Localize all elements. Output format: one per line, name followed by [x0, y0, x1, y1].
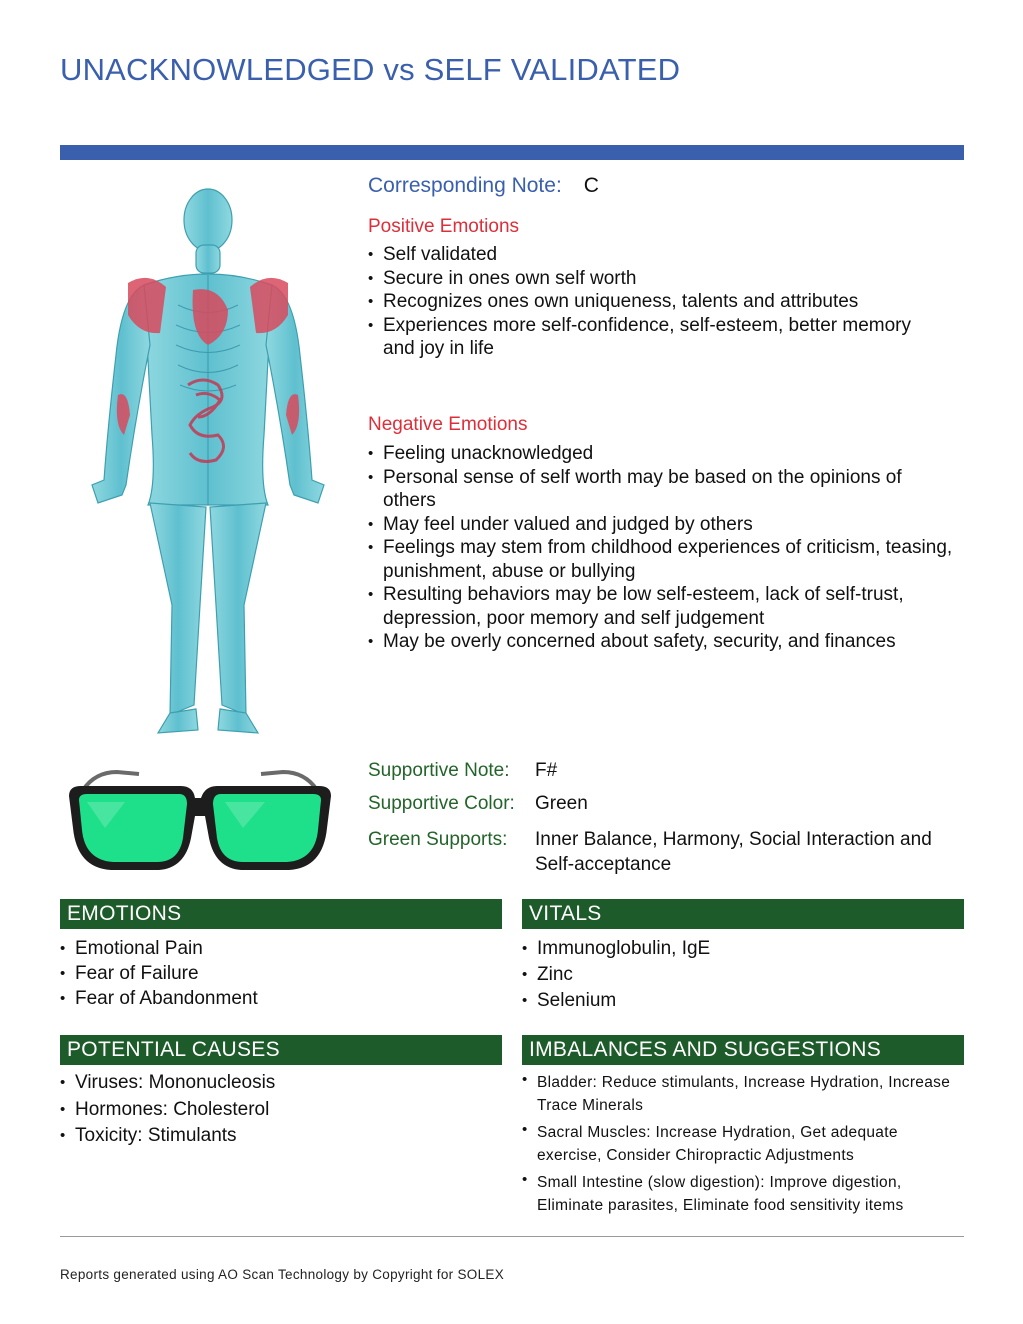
- supportive-color-row: [368, 793, 588, 815]
- supportive-note-row: [368, 760, 557, 782]
- supportive-note-value: F#: [535, 760, 558, 781]
- list-item: • Secure in ones own self worth: [368, 267, 928, 291]
- list-item: • Viruses: Mononucleosis: [60, 1070, 502, 1097]
- header-divider-bar: [60, 145, 964, 160]
- emotions-list: [60, 936, 502, 1011]
- vitals-heading: VITALS: [522, 899, 964, 929]
- list-item: • Toxicity: Stimulants: [60, 1123, 502, 1150]
- potential-causes-list: [60, 1070, 502, 1150]
- list-item: • May feel under valued and judged by others: [368, 513, 958, 537]
- green-supports-row: [368, 827, 945, 877]
- page-title: UNACKNOWLEDGED vs SELF VALIDATED: [60, 52, 681, 87]
- list-item: • Recognizes ones own uniqueness, talents and attributes: [368, 290, 928, 314]
- list-item: • Selenium: [522, 988, 964, 1014]
- list-item: • Small Intestine (slow digestion): Improve digestion, Eliminate parasites, Eliminate food sensitivity items: [522, 1171, 964, 1217]
- vitals-list: [522, 936, 964, 1014]
- imbalances-heading: IMBALANCES AND SUGGESTIONS: [522, 1035, 964, 1065]
- human-body-illustration: [78, 185, 338, 740]
- emotions-heading: EMOTIONS: [60, 899, 502, 929]
- corresponding-note: [368, 174, 964, 198]
- footer-divider: [60, 1236, 964, 1237]
- list-item: • Immunoglobulin, IgE: [522, 936, 964, 962]
- corresponding-note-label: Corresponding Note:: [368, 174, 562, 197]
- list-item: • Zinc: [522, 962, 964, 988]
- list-item: • Fear of Failure: [60, 961, 502, 986]
- positive-emotions-list: [368, 243, 928, 361]
- negative-emotions-list: [368, 442, 958, 654]
- green-supports-label: Green Supports:: [368, 829, 508, 850]
- supportive-color-label: Supportive Color:: [368, 793, 515, 814]
- list-item: • Feelings may stem from childhood experiences of criticism, teasing, punishment, abuse or bullying: [368, 536, 958, 583]
- potential-causes-heading: POTENTIAL CAUSES: [60, 1035, 502, 1065]
- list-item: • Self validated: [368, 243, 928, 267]
- list-item: • Resulting behaviors may be low self-esteem, lack of self-trust, depression, poor memory and self judgement: [368, 583, 958, 630]
- list-item: • May be overly concerned about safety, security, and finances: [368, 630, 958, 654]
- green-glasses-illustration: [65, 768, 335, 876]
- footer-text: Reports generated using AO Scan Technology by Copyright for SOLEX: [60, 1267, 504, 1282]
- list-item: • Emotional Pain: [60, 936, 502, 961]
- negative-emotions-heading: Negative Emotions: [368, 414, 528, 435]
- supportive-color-value: Green: [535, 793, 588, 814]
- green-supports-value: Inner Balance, Harmony, Social Interaction and Self-acceptance: [535, 829, 932, 875]
- list-item: • Feeling unacknowledged: [368, 442, 958, 466]
- list-item: • Personal sense of self worth may be based on the opinions of others: [368, 466, 958, 513]
- positive-emotions-heading: Positive Emotions: [368, 216, 520, 237]
- list-item: • Bladder: Reduce stimulants, Increase Hydration, Increase Trace Minerals: [522, 1071, 964, 1117]
- list-item: • Hormones: Cholesterol: [60, 1097, 502, 1124]
- list-item: • Experiences more self-confidence, self-esteem, better memory and joy in life: [368, 314, 928, 361]
- corresponding-note-value: C: [583, 174, 599, 197]
- imbalances-list: [522, 1071, 964, 1221]
- supportive-note-label: Supportive Note:: [368, 760, 510, 781]
- list-item: • Fear of Abandonment: [60, 986, 502, 1011]
- list-item: • Sacral Muscles: Increase Hydration, Get adequate exercise, Consider Chiropractic Adjustments: [522, 1121, 964, 1167]
